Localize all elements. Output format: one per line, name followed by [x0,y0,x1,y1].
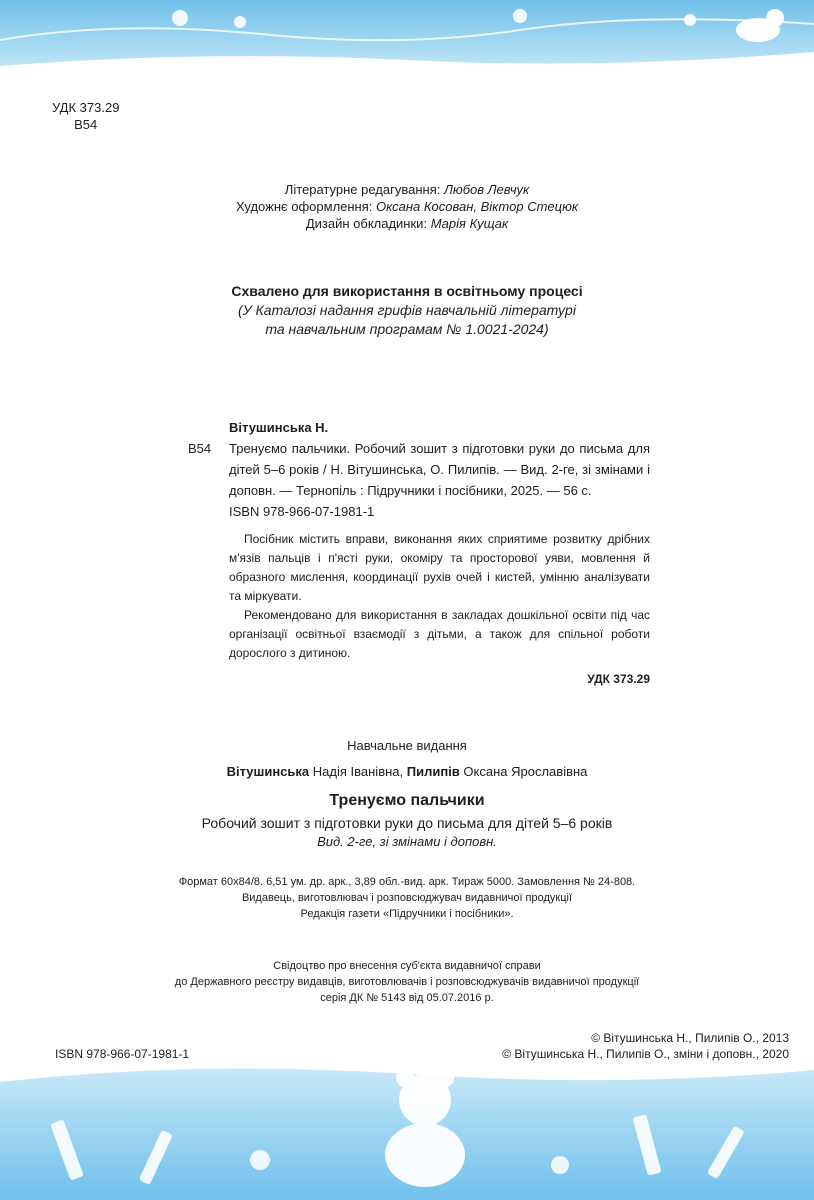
print-format: Формат 60х84/8. 6,51 ум. др. арк., 3,89 обл.-вид. арк. Тираж 5000. Замовлення № 24-808. [178,876,636,888]
approval-line-2: та навчальним програмам № 1.0021-2024) [265,321,549,337]
catalog-author: Вітушинська Н. [229,420,329,435]
copyright-line-2: © Вітушинська Н., Пилипів О., зміни і доповн., 2020 [502,1047,789,1061]
book-subtitle: Робочий зошит з підготовки руки до письма для дітей 5–6 років [201,815,613,831]
certificate-line-3: серія ДК № 5143 від 05.07.2016 р. [320,992,494,1004]
book-title: Тренуємо пальчики [329,792,485,809]
top-decorative-band [0,0,814,70]
catalog-paragraph-1: Посібник містить вправи, виконання яких сприятиме розвитку дрібних м'язів пальців і п'ясті руки, окоміру та просторової уяви, мовлення й образного мислення, координації рухів очей і кистей, умінню аналізувати та міркувати. [229,532,650,603]
credit-cover-design: Дизайн обкладинки: Марія Кущак [305,216,509,231]
catalog-description: Тренуємо пальчики. Робочий зошит з підготовки руки до письма для дітей 5–6 років / Н. Вітушинська, О. Пилипів. — Вид. 2-ге, зі змінами і доповн. — Тернопіль : Підручники і посібники, 2025. — 56 с. [229,441,650,498]
certificate-line-1: Свідоцтво про внесення суб'єкта видавничої справи [273,960,541,972]
publisher-line: Видавець, виготовлювач і розповсюджувач видавничої продукції [241,892,573,904]
editorial-line: Редакція газети «Підручники і посібники». [300,908,514,920]
footer-isbn: ISBN 978-966-07-1981-1 [55,1047,190,1061]
authors-full: Вітушинська Надія Іванівна, Пилипів Оксана Ярославівна [226,764,588,779]
catalog-isbn: ISBN 978-966-07-1981-1 [229,504,375,519]
credit-art-design: Художнє оформлення: Оксана Косован, Віктор Стецюк [236,199,578,214]
credit-literary-editor: Літературне редагування: Любов Левчук [284,182,530,197]
catalog-udk: УДК 373.29 [587,672,650,686]
udk-header [52,99,119,133]
catalog-record [188,417,650,690]
catalog-paragraph-2: Рекомендовано для використання в закладах дошкільної освіти під час організації освітньої взаємодії з дітьми, а також для спільної роботи дорослого з дитиною. [229,608,650,660]
bottom-decorative-band [0,1060,814,1200]
registration-certificate [0,958,814,1006]
book-edition: Вид. 2-ге, зі змінами і доповн. [317,834,497,849]
copyright-line-1: © Вітушинська Н., Пилипів О., 2013 [591,1031,789,1045]
print-info [0,874,814,922]
certificate-line-2: до Державного реєстру видавців, виготовлювачів і розповсюджувачів видавничої продукції [174,976,640,988]
book-code: В54 [74,117,98,132]
catalog-entry [188,438,650,501]
edition-type: Навчальне видання [347,738,467,753]
copyright [500,1030,789,1062]
credits [0,181,814,232]
udk-code: УДК 373.29 [52,100,120,115]
approval-block [0,282,814,339]
approval-heading: Схвалено для використання в освітньому процесі [231,283,583,299]
catalog-code: В54 [188,441,212,456]
approval-line-1: (У Каталозі надання грифів навчальній літературі [238,302,576,318]
